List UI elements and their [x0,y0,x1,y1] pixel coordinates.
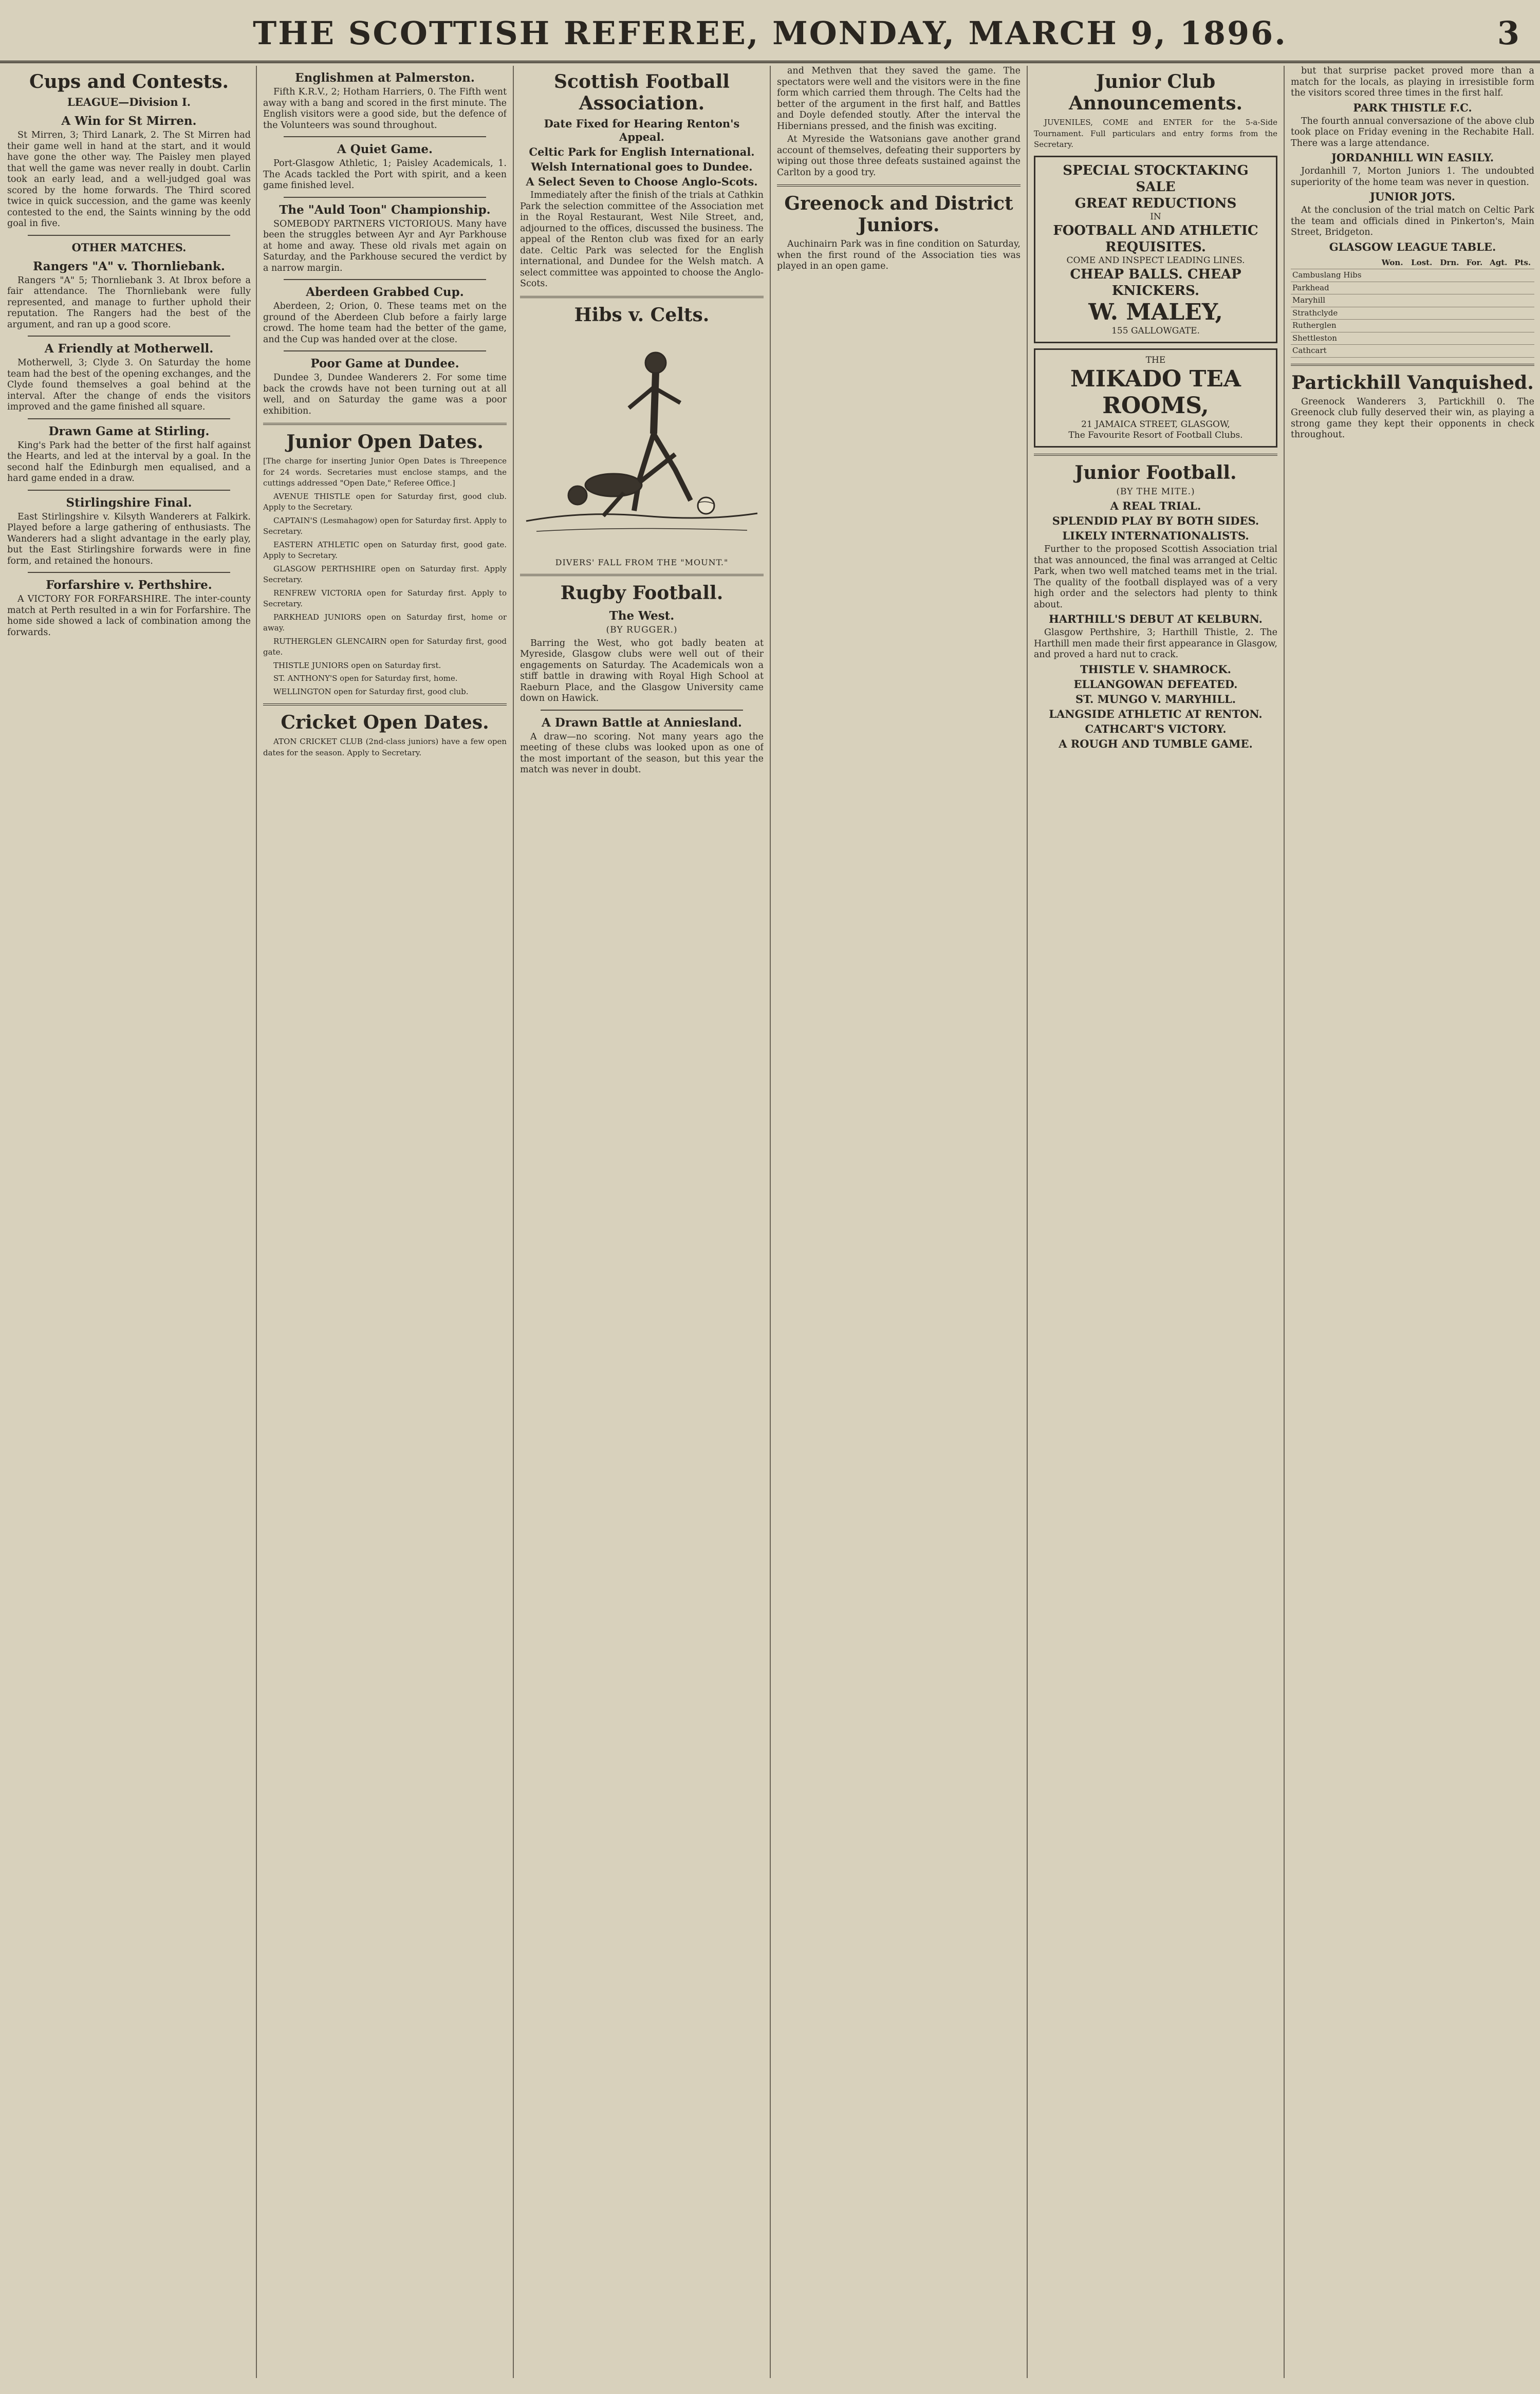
article-title: A Quiet Game. [337,142,433,156]
section-heading: Junior Club Announcements. [1068,71,1243,114]
divider [284,279,486,280]
subheading: JORDANHILL WIN EASILY. [1331,151,1494,164]
column-rule [1284,66,1285,2378]
advertisement-maley [1034,156,1277,343]
ad-line: COME AND INSPECT LEADING LINES. [1066,255,1245,266]
column-rule [513,66,514,2378]
column-4 [777,66,1021,2378]
article-kicker: OTHER MATCHES. [71,240,187,254]
table-cell: Shettleston [1291,332,1378,345]
table-row [1291,332,1534,345]
byline: (BY THE MITE.) [1116,486,1195,497]
list-item: WELLINGTON open for Saturday first, good club. [273,686,469,696]
subheading: JUNIOR JOTS. [1370,190,1455,203]
ad-name: W. MALEY, [1088,299,1223,325]
article-title: Drawn Game at Stirling. [48,424,210,438]
advertisement-mikado [1034,348,1277,448]
article [263,285,507,345]
divider [1034,454,1277,456]
list-item: THISTLE JUNIORS open on Saturday first. [273,660,441,670]
notice: [The charge for inserting Junior Open Dates is Threepence for 24 words. Secretaries must enclose stamps, and the cuttings addressed "Open Date," Referee Office.] [263,456,507,488]
article [7,241,251,331]
article [7,96,251,230]
ad-line: THE [1145,355,1166,365]
article-body: Fifth K.R.V., 2; Hotham Harriers, 0. The Fifth went away with a bang and scored in the first minute. The English visitors were a good side, but the defence of the Volunteers was sound throughout. [263,87,507,131]
table-cell: Cathcart [1291,345,1378,358]
article [7,578,251,638]
article-body: but that surprise packet proved more than a match for the locals, as playing in irresistible form the visitors scored three times in the first half. [1291,66,1534,98]
subheading: Celtic Park for English International. [529,145,755,158]
column-rule [256,66,257,2378]
ad-name: MIKADO TEA ROOMS, [1070,365,1241,419]
divider [28,572,230,573]
table-row [1291,269,1534,282]
table-row [1291,294,1534,307]
article [7,424,251,485]
subheading: SPLENDID PLAY BY BOTH SIDES. [1052,514,1259,527]
article [263,357,507,417]
article-body: East Stirlingshire v. Kilsyth Wanderers at Falkirk. Played before a large gathering of enthusiasts. The Wanderers had a slight advantage in the early play, but the East Stirlingshire forwards were in fine form, and retained the honours. [7,511,251,566]
article-body: Rangers "A" 5; Thornliebank 3. At Ibrox before a fair attendance. The Thornliebank were fully represented, and manage to further uphold their reputation. The Rangers had the best of the argument, and ran up a good score. [7,275,251,330]
ad-line: The Favourite Resort of Football Clubs. [1068,430,1243,440]
article-body: Port-Glasgow Athletic, 1; Paisley Academicals, 1. The Acads tackled the Port with spirit, and a keen game finished level. [263,158,507,191]
table-row [1291,282,1534,294]
byline: (BY RUGGER.) [606,625,678,635]
article-body: Auchinairn Park was in fine condition on Saturday, when the first round of the Association ties was played in an open game. [777,239,1021,271]
subheading: LIKELY INTERNATIONALISTS. [1062,529,1249,542]
article-body: Dundee 3, Dundee Wanderers 2. For some time back the crowds have not been turning out at all well, and on Saturday the game was a poor exhibition. [263,373,507,416]
column-3 [520,66,764,2378]
column-6 [1291,66,1534,2378]
list-item: PARKHEAD JUNIORS open on Saturday first, home or away. [263,612,507,633]
table-header-cell: Agt. [1486,257,1511,269]
masthead [0,0,1540,63]
section-heading: Hibs v. Celts. [574,304,710,326]
article-title: Stirlingshire Final. [66,495,192,510]
column-rule [1027,66,1028,2378]
table-row [1291,307,1534,320]
table-header-cell: For. [1463,257,1486,269]
table-header-row [1291,257,1534,269]
divider [777,184,1021,187]
divider [28,490,230,491]
ad-line: GREAT REDUCTIONS [1074,195,1237,211]
section-heading: Partickhill Vanquished. [1291,372,1534,394]
figure-caption: DIVERS' FALL FROM THE "MOUNT." [555,557,729,567]
article-body: A draw—no scoring. Not many years ago the meeting of these clubs was looked upon as one of the most important of the season, but this year the match was never in doubt. [520,731,764,775]
article-title: A Friendly at Motherwell. [44,342,214,356]
article-body: King's Park had the better of the first half against the Hearts, and led at the interval by a goal. In the second half the Edinburgh men equalised, and a hard game ended in a draw. [7,440,251,484]
table-header-cell: Won. [1378,257,1407,269]
article-title: Forfarshire v. Perthshire. [46,578,212,592]
table-row [1291,320,1534,332]
list-item: CAPTAIN'S (Lesmahagow) open for Saturday first. Apply to Secretary. [263,515,507,536]
divider [28,235,230,236]
divider [284,350,486,351]
article [263,142,507,192]
article-body: and Methven that they saved the game. The spectators were well and the visitors were in the fine form which carried them through. The Celts had the better of the argument in the first half, and Battles and Doyle defended stoutly. After the interval the Hibernians pressed, and the finish was exciting. [777,66,1021,132]
divider [263,423,507,425]
table-cell: Rutherglen [1291,320,1378,332]
newspaper-title: THE SCOTTISH REFEREE, MONDAY, MARCH 9, 1896. [253,14,1287,52]
ad-address: 21 JAMAICA STREET, GLASGOW, [1081,419,1230,430]
table-header-cell: Pts. [1511,257,1534,269]
article-title: Aberdeen Grabbed Cup. [306,285,464,299]
divider [263,703,507,706]
article-body: Motherwell, 3; Clyde 3. On Saturday the home team had the best of the opening exchanges, and the Clyde found themselves a goal behind at the interval. After the change of ends the visitors improved and the game finished all square. [7,358,251,412]
subheading: LANGSIDE ATHLETIC AT RENTON. [1049,707,1263,720]
subheading: A ROUGH AND TUMBLE GAME. [1059,737,1253,750]
divider [284,197,486,198]
article-body: SOMEBODY PARTNERS VICTORIOUS. Many have been the struggles between Ayr and Ayr Parkhouse at home and away. These old rivals met again on Saturday, and the Parkhouse secured the verdict by a narrow margin. [263,218,507,273]
table-header-cell [1291,257,1378,269]
article-body: Aberdeen, 2; Orion, 0. These teams met on the ground of the Aberdeen Club before a fairly large crowd. The home team had the better of the game, and the Cup was handed over at the close. [263,301,507,345]
football-illustration [521,331,763,552]
subheading: HARTHILL'S DEBUT AT KELBURN. [1049,613,1263,625]
divider [520,574,764,576]
section-heading: Cricket Open Dates. [281,712,489,733]
subheading: A REAL TRIAL. [1110,499,1201,512]
list-item: RUTHERGLEN GLENCAIRN open for Saturday first, good gate. [263,636,507,657]
article-body: Greenock Wanderers 3, Partickhill 0. The Greenock club fully deserved their win, as playing a strong game they kept their opponents in check throughout. [1291,396,1534,440]
table-cell: Cambuslang Hibs [1291,269,1378,282]
section-heading: Rugby Football. [560,582,723,604]
subheading: PARK THISTLE F.C. [1353,101,1472,114]
article [7,342,251,413]
ad-line: CHEAP BALLS. CHEAP KNICKERS. [1070,266,1241,299]
article-title: The "Auld Toon" Championship. [279,202,491,217]
article-body: Jordanhill 7, Morton Juniors 1. The undoubted superiority of the home team was never in question. [1291,166,1534,188]
table-cell: Maryhill [1291,294,1378,307]
list-item: RENFREW VICTORIA open for Saturday first. Apply to Secretary. [263,588,507,608]
list-item: EASTERN ATHLETIC open on Saturday first, good gate. Apply to Secretary. [263,540,507,560]
open-dates-list [263,491,507,698]
page-number: 3 [1497,14,1519,52]
column-rule [770,66,771,2378]
divider [520,296,764,298]
section-heading: Junior Open Dates. [286,431,484,453]
article-body: Glasgow Perthshire, 3; Harthill Thistle, 2. The Harthill men made their first appearance in Glasgow, and proved a hard nut to crack. [1034,627,1277,660]
article-kicker: LEAGUE—Division I. [67,96,191,108]
article-body: At the conclusion of the trial match on Celtic Park the team and officials dined in Pinkerton's, Main Street, Bridgeton. [1291,205,1534,237]
article-title: Englishmen at Palmerston. [295,71,475,85]
article-title: Rangers "A" v. Thornliebank. [33,259,225,273]
article-body: At Myreside the Watsonians gave another grand account of themselves, defeating their supporters by wiping out those three defeats sustained against the Carlton by a good try. [777,134,1021,178]
ad-address: 155 GALLOWGATE. [1111,325,1200,336]
subheading: ST. MUNGO V. MARYHILL. [1075,692,1236,706]
table-header-cell: Drn. [1436,257,1463,269]
subheading: A Select Seven to Choose Anglo-Scots. [526,175,758,188]
list-item: GLASGOW PERTHSHIRE open on Saturday first. Apply Secretary. [263,564,507,584]
list-item: AVENUE THISTLE open for Saturday first, good club. Apply to the Secretary. [263,491,507,512]
article-body: Immediately after the finish of the trials at Cathkin Park the selection committee of the Association met in the Royal Restaurant, West Nile Street, and, adjourned to the offices, discussed the business. The appeal of the Renton club was fixed for an early date. Celtic Park was selected for the English international, and Dundee for the Welsh match. A select committee was appointed to choose the Anglo-Scots. [520,190,764,289]
subheading: Date Fixed for Hearing Renton's Appeal. [544,117,740,143]
column-1 [7,66,251,2378]
divider [1291,364,1534,366]
section-heading: Scottish Football Association. [554,71,730,114]
article [263,203,507,274]
ad-line: IN [1150,211,1161,222]
table-title: GLASGOW LEAGUE TABLE. [1329,240,1496,253]
ad-line: SPECIAL STOCKTAKING SALE [1063,162,1249,195]
divider [28,336,230,337]
column-5 [1034,66,1277,2378]
article-title: Poor Game at Dundee. [310,357,459,370]
divider [541,710,743,711]
article [263,71,507,131]
table-cell: Parkhead [1291,282,1378,294]
subheading: CATHCART'S VICTORY. [1085,722,1227,735]
divider [28,418,230,419]
article-body: Further to the proposed Scottish Association trial that was announced, the final was arranged at Celtic Park, when two well matched teams met in the trial. The quality of the football displayed was of a very high order and the selectors had plenty to think about. [1034,544,1277,610]
article-title: A Win for St Mirren. [61,114,197,128]
list-item: ATON CRICKET CLUB (2nd-class juniors) have a few open dates for the season. Apply to Secretary. [263,737,507,757]
league-table [1291,257,1534,358]
article-title: A Drawn Battle at Anniesland. [542,715,742,730]
article-body: Barring the West, who got badly beaten at Myreside, Glasgow clubs were well out of their engagements on Saturday. The Academicals won a stiff battle in drawing with Royal High School at Raeburn Place, and the Glasgow University came down on Hawick. [520,638,764,703]
subheading: ELLANGOWAN DEFEATED. [1073,677,1238,691]
table-row [1291,345,1534,358]
subheading: THISTLE V. SHAMROCK. [1080,662,1231,676]
section-heading: Cups and Contests. [29,71,229,92]
section-heading: Greenock and District Juniors. [784,193,1013,236]
section-heading: Junior Football. [1074,461,1237,484]
column-2 [263,66,507,2378]
article-body: St Mirren, 3; Third Lanark, 2. The St Mirren had their game well in hand at the start, and it would have gone the other way. The Paisley men played that well the game was never really in doubt. Carlin took an early lead, and a well-judged goal was scored by the home forwards. The Third scored twice in quick succession, and the game was keenly contested to the end, the Saints winning by the odd goal in five. [7,130,251,229]
ad-line: FOOTBALL AND ATHLETIC REQUISITES. [1053,222,1258,255]
article-title: The West. [609,609,675,623]
article-body: A VICTORY FOR FORFARSHIRE. The inter-county match at Perth resulted in a win for Forfarshire. The home side showed a lack of combination among the forwards. [7,594,251,638]
football-players-drawing [521,331,763,552]
subheading: Welsh International goes to Dundee. [531,160,753,173]
list-item: ST. ANTHONY'S open for Saturday first, home. [273,674,458,683]
announcement: JUVENILES, COME and ENTER for the 5-a-Side Tournament. Full particulars and entry forms from the Secretary. [1034,118,1277,149]
table-header-cell: Lost. [1407,257,1436,269]
article-body: The fourth annual conversazione of the above club took place on Friday evening in the Rechabite Hall. There was a large attendance. [1291,116,1534,149]
table-cell: Strathclyde [1291,307,1378,320]
article [7,496,251,567]
divider [284,136,486,137]
